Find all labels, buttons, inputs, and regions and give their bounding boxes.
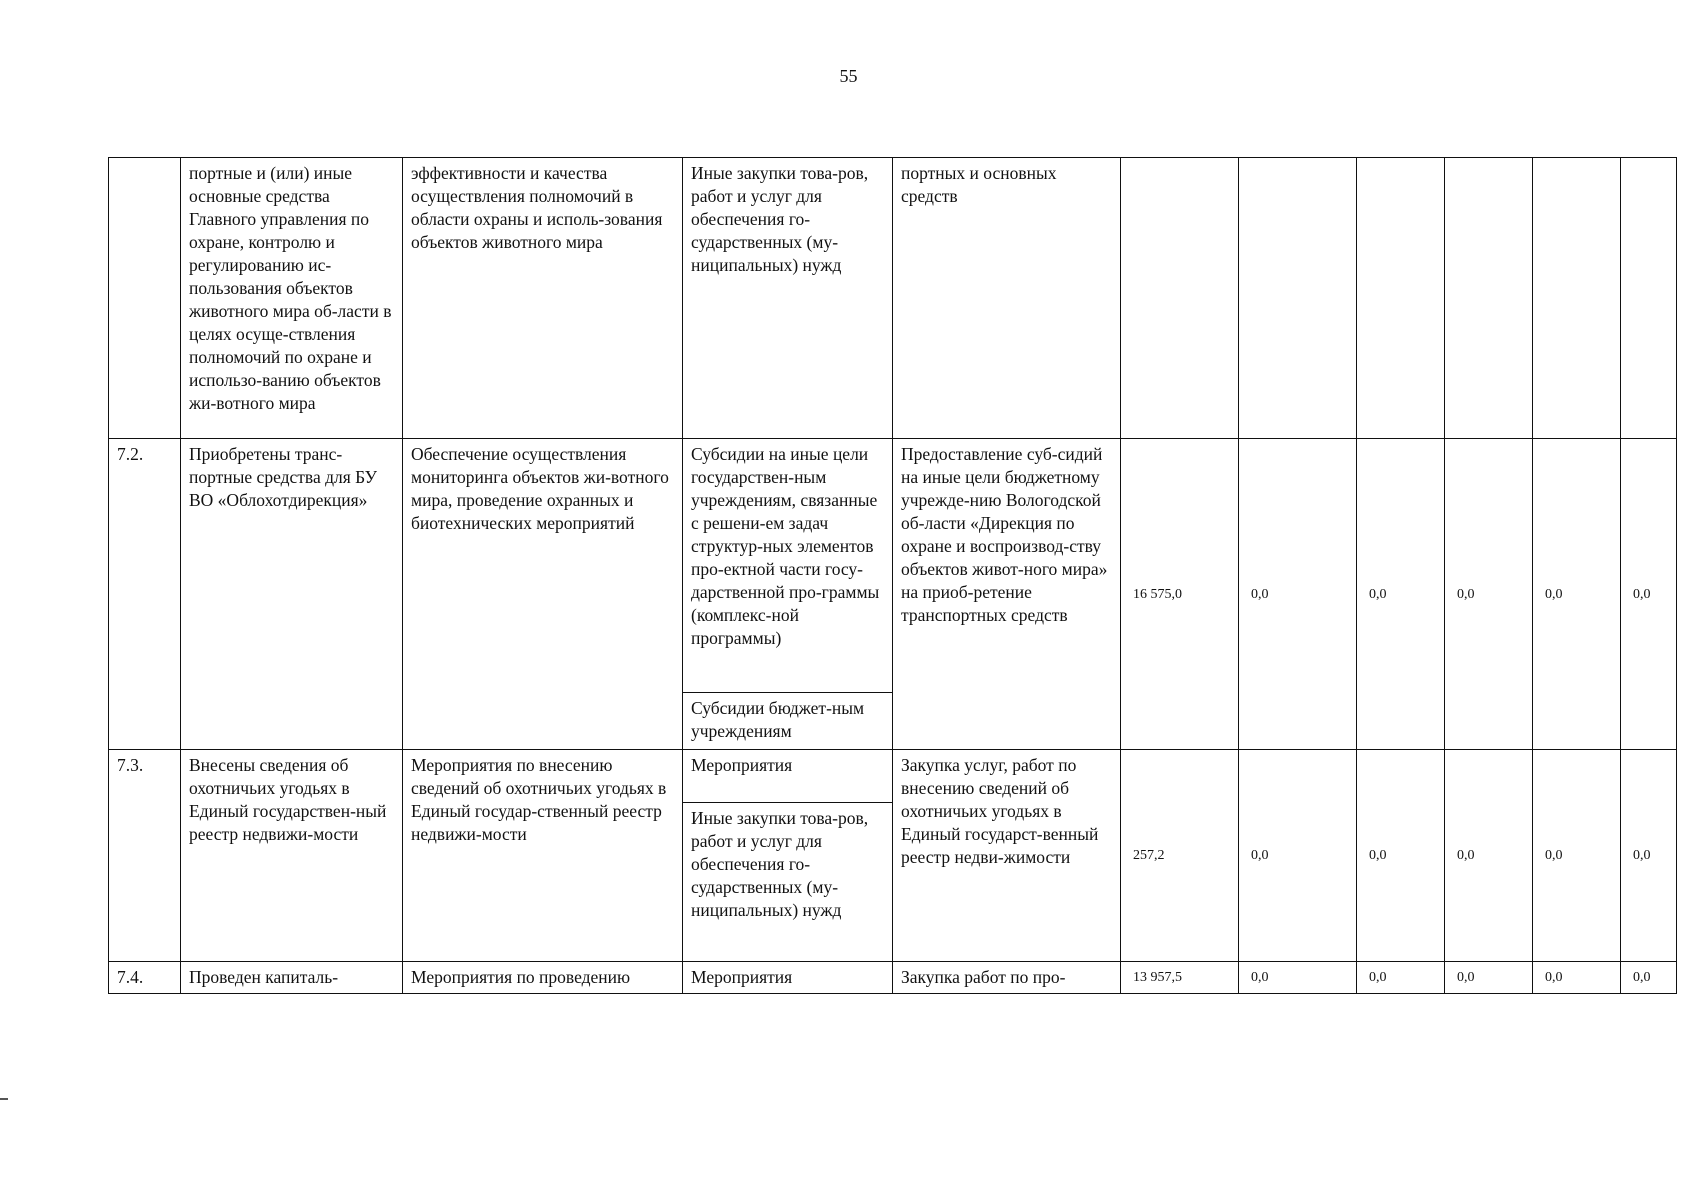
value-cell <box>1121 158 1239 439</box>
expense-type-cell: Субсидии бюджет-ным учреждениям <box>683 693 893 750</box>
value-cell: 0,0 <box>1533 439 1621 750</box>
result-cell: портные и (или) иные основные средства Главного управления по охране, контролю и регулированию ис-пользования объектов животного мира об-ласти в целях осуще-ствления полномочий по охране и использо-ванию объектов жи-вотного мира <box>181 158 403 439</box>
value-cell: 257,2 <box>1121 750 1239 962</box>
table-row <box>109 158 1677 439</box>
page-number: 55 <box>839 66 858 86</box>
program-table <box>108 157 1677 994</box>
value-cell: 0,0 <box>1533 962 1621 994</box>
value-cell: 0,0 <box>1621 439 1677 750</box>
scan-mark <box>0 1098 8 1100</box>
expense-type-cell: Субсидии на иные цели государствен-ным учреждениям, связанные с решени-ем задач структур-ных элементов про-ектной части госу-дарственной про-граммы (комплекс-ной программы) <box>683 439 893 693</box>
result-cell: Внесены сведения об охотничьих угодьях в Единый государствен-ный реестр недвижи-мости <box>181 750 403 962</box>
table-row <box>109 439 1677 693</box>
description-cell: портных и основных средств <box>893 158 1121 439</box>
value-cell: 0,0 <box>1357 962 1445 994</box>
row-id: 7.3. <box>109 750 181 962</box>
value-cell: 0,0 <box>1239 439 1357 750</box>
description-cell: Закупка услуг, работ по внесению сведений об охотничьих угодьях в Единый государст-венный реестр недви-жимости <box>893 750 1121 962</box>
expense-type-cell: Мероприятия <box>683 750 893 803</box>
expense-type-cell: Иные закупки това-ров, работ и услуг для обеспечения го-сударственных (му-ниципальных) нужд <box>683 803 893 962</box>
value-cell: 0,0 <box>1357 750 1445 962</box>
value-cell: 0,0 <box>1239 750 1357 962</box>
value-cell: 0,0 <box>1357 439 1445 750</box>
measure-cell: Мероприятия по внесению сведений об охотничьих угодьях в Единый государ-ственный реестр недвижи-мости <box>403 750 683 962</box>
value-cell: 13 957,5 <box>1121 962 1239 994</box>
measure-cell: эффективности и качества осуществления полномочий в области охраны и исполь-зования объектов животного мира <box>403 158 683 439</box>
row-id: 7.4. <box>109 962 181 994</box>
value-cell: 16 575,0 <box>1121 439 1239 750</box>
row-id <box>109 158 181 439</box>
value-cell: 0,0 <box>1533 750 1621 962</box>
value-cell: 0,0 <box>1239 962 1357 994</box>
expense-type-cell: Иные закупки това-ров, работ и услуг для обеспечения го-сударственных (му-ниципальных) нужд <box>683 158 893 439</box>
description-cell: Закупка работ по про- <box>893 962 1121 994</box>
value-cell: 0,0 <box>1445 750 1533 962</box>
value-cell: 0,0 <box>1445 439 1533 750</box>
value-cell <box>1621 158 1677 439</box>
result-cell: Проведен капиталь- <box>181 962 403 994</box>
expense-type-cell: Мероприятия <box>683 962 893 994</box>
value-cell <box>1445 158 1533 439</box>
measure-cell: Обеспечение осуществления мониторинга объектов жи-вотного мира, проведение охранных и биотехнических мероприятий <box>403 439 683 750</box>
value-cell: 0,0 <box>1621 750 1677 962</box>
result-cell: Приобретены транс-портные средства для БУ ВО «Облохотдирекция» <box>181 439 403 750</box>
table-row <box>109 750 1677 803</box>
value-cell <box>1533 158 1621 439</box>
value-cell: 0,0 <box>1621 962 1677 994</box>
measure-cell: Мероприятия по проведению <box>403 962 683 994</box>
table-row <box>109 962 1677 994</box>
row-id: 7.2. <box>109 439 181 750</box>
value-cell <box>1239 158 1357 439</box>
value-cell <box>1357 158 1445 439</box>
value-cell: 0,0 <box>1445 962 1533 994</box>
description-cell: Предоставление суб-сидий на иные цели бюджетному учрежде-нию Вологодской об-ласти «Дирекция по охране и воспроизвод-ству объектов живот-ного мира» на приоб-ретение транспортных средств <box>893 439 1121 750</box>
